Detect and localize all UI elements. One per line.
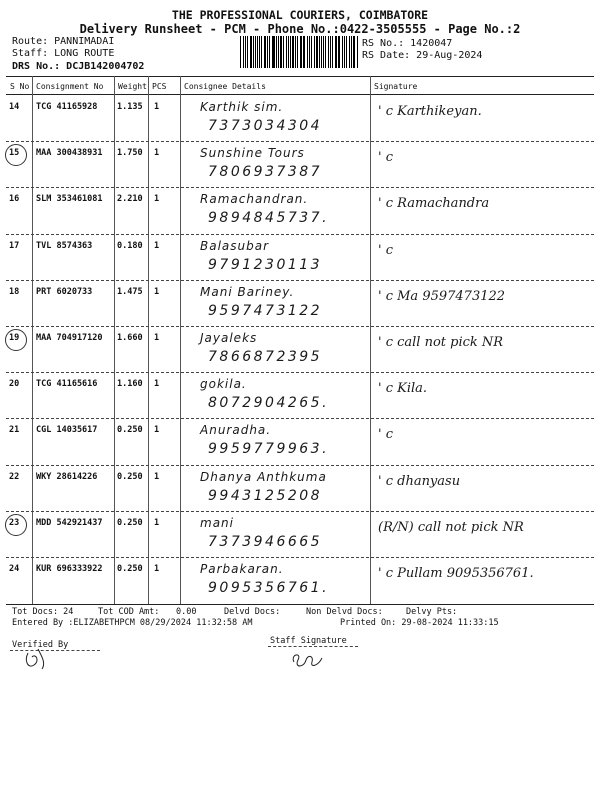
staff-signature-label: Staff Signature [270, 636, 347, 646]
consignee-phone: 9095356761. [208, 580, 330, 596]
row-divider [6, 418, 594, 419]
barcode-image [240, 36, 358, 68]
recipient-signature: ' c Ramachandra [378, 196, 490, 212]
row-sno: 14 [9, 102, 20, 112]
consignee-phone: 7806937387 [208, 164, 323, 181]
row-consignment: TCG 41165928 [36, 102, 98, 112]
col-pcs: PCS [152, 82, 167, 91]
row-sno: 19 [9, 333, 20, 343]
recipient-signature: ' c Ma 9597473122 [378, 288, 506, 304]
row-weight: 1.160 [117, 379, 143, 390]
consignee-phone: 9959779963. [208, 441, 330, 458]
staff-signature-mark [288, 648, 328, 672]
row-weight: 0.250 [117, 564, 143, 574]
recipient-signature: ' c dhanyasu [378, 473, 461, 489]
column-divider [148, 76, 149, 604]
company-title: THE PROFESSIONAL COURIERS, COIMBATORE [171, 8, 429, 22]
recipient-signature: ' c [378, 242, 393, 258]
row-consignment: MAA 704917120 [36, 333, 103, 343]
total-cod-label: Tot COD Amt: [98, 607, 160, 617]
column-divider [370, 76, 371, 604]
staff-signature-line [268, 646, 358, 647]
consignee-phone: 9943125208 [208, 487, 323, 504]
rs-date: RS Date: 29-Aug-2024 [362, 50, 483, 61]
row-weight: 2.210 [117, 194, 143, 205]
sno-circle-mark [5, 514, 27, 536]
runsheet-subtitle: Delivery Runsheet - PCM - Phone No.:0422-3505555 - Page No.:2 [79, 22, 521, 36]
verified-signature-mark [20, 643, 60, 673]
rs-number: RS No.: 1420047 [362, 38, 453, 49]
row-pcs: 1 [154, 379, 160, 390]
recipient-signature: (R/N) call not pick NR [378, 519, 524, 535]
consignee-name: Karthik sim. [200, 100, 284, 114]
row-weight: 1.475 [117, 286, 143, 297]
row-divider [6, 187, 594, 188]
row-consignment: TVL 8574363 [36, 240, 93, 251]
row-consignment: TCG 41165616 [36, 379, 98, 390]
row-pcs: 1 [154, 425, 160, 436]
row-sno: 18 [9, 286, 20, 297]
row-weight: 0.250 [117, 471, 143, 482]
consignee-phone: 7373946665 [208, 533, 323, 550]
column-divider [180, 76, 181, 604]
col-sno: S No [10, 82, 30, 91]
total-docs: Tot Docs: 24 [12, 607, 74, 617]
consignee-name: Sunshine Tours [200, 146, 305, 161]
non-delivered-docs: Non Delvd Docs: [306, 607, 383, 617]
consignee-name: Ramachandran. [200, 192, 309, 207]
route-label: Route: PANNIMADAI [12, 36, 115, 47]
consignee-name: Mani Bariney. [200, 284, 295, 299]
row-consignment: CGL 14035617 [36, 425, 98, 436]
row-divider [6, 234, 594, 235]
consignee-name: Parbakaran. [200, 562, 284, 576]
total-cod-value: 0.00 [176, 607, 197, 617]
recipient-signature: ' c call not pick NR [378, 335, 504, 350]
row-sno: 21 [9, 425, 20, 436]
consignee-name: Balasubar [200, 238, 270, 253]
col-consignment: Consignment No [36, 82, 104, 91]
consignee-name: Dhanya Anthkuma [200, 469, 327, 484]
consignee-name: Jayaleks [200, 331, 258, 345]
recipient-signature: ' c [378, 427, 393, 443]
row-pcs: 1 [154, 517, 160, 528]
row-divider [6, 511, 594, 512]
delivered-docs: Delvd Docs: [224, 607, 281, 617]
row-divider [6, 372, 594, 373]
row-sno: 15 [9, 148, 20, 159]
row-consignment: SLM 353461081 [36, 194, 103, 205]
col-consignee: Consignee Details [184, 82, 266, 91]
table-header-rule [6, 94, 594, 95]
consignee-phone: 9791230113 [208, 256, 323, 273]
row-pcs: 1 [154, 102, 160, 112]
row-pcs: 1 [154, 471, 160, 482]
row-divider [6, 326, 594, 327]
row-divider [6, 141, 594, 142]
row-sno: 22 [9, 471, 20, 482]
drs-number: DRS No.: DCJB142004702 [12, 61, 145, 72]
row-pcs: 1 [154, 194, 160, 205]
staff-label: Staff: LONG ROUTE [12, 48, 115, 59]
consignee-phone: 9597473122 [208, 302, 323, 319]
row-sno: 17 [9, 240, 20, 251]
row-weight: 1.135 [117, 102, 143, 112]
row-consignment: PRT 6020733 [36, 286, 93, 297]
printed-on: Printed On: 29-08-2024 11:33:15 [340, 618, 499, 628]
col-signature: Signature [374, 82, 418, 91]
column-divider [114, 76, 115, 604]
column-divider [32, 76, 33, 604]
delivery-points: Delvy Pts: [406, 607, 458, 617]
row-pcs: 1 [154, 564, 160, 574]
row-consignment: MDD 542921437 [36, 517, 103, 528]
consignee-name: mani [200, 515, 234, 530]
row-weight: 0.250 [117, 425, 143, 436]
consignee-name: gokila. [200, 377, 247, 392]
table-bottom-rule [6, 604, 594, 605]
row-sno: 23 [9, 517, 20, 528]
row-consignment: MAA 300438931 [36, 148, 103, 159]
row-pcs: 1 [154, 148, 160, 159]
row-consignment: KUR 696333922 [36, 564, 103, 574]
row-sno: 20 [9, 379, 20, 390]
row-weight: 1.660 [117, 333, 143, 343]
row-pcs: 1 [154, 240, 160, 251]
consignee-phone: 7373034304 [208, 118, 323, 134]
row-weight: 0.250 [117, 517, 143, 528]
row-consignment: WKY 28614226 [36, 471, 98, 482]
entered-by: Entered By :ELIZABETHPCM 08/29/2024 11:32:58 AM [12, 618, 253, 628]
consignee-phone: 7866872395 [208, 349, 323, 365]
row-pcs: 1 [154, 333, 160, 343]
row-weight: 1.750 [117, 148, 143, 159]
row-sno: 24 [9, 564, 20, 574]
sno-circle-mark [5, 144, 27, 166]
consignee-phone: 8072904265. [208, 395, 330, 412]
table-top-rule [6, 76, 594, 77]
col-weight: Weight [118, 82, 147, 91]
recipient-signature: ' c Pullam 9095356761. [378, 566, 534, 581]
row-weight: 0.180 [117, 240, 143, 251]
row-divider [6, 465, 594, 466]
recipient-signature: ' c Kila. [378, 381, 428, 397]
verified-by-label: Verified By [12, 640, 69, 650]
row-divider [6, 557, 594, 558]
row-sno: 16 [9, 194, 20, 205]
consignee-phone: 9894845737. [208, 210, 330, 227]
row-divider [6, 280, 594, 281]
recipient-signature: ' c [378, 150, 393, 166]
sno-circle-mark [5, 329, 27, 351]
recipient-signature: ' c Karthikeyan. [378, 104, 482, 119]
consignee-name: Anuradha. [200, 423, 272, 438]
row-pcs: 1 [154, 286, 160, 297]
